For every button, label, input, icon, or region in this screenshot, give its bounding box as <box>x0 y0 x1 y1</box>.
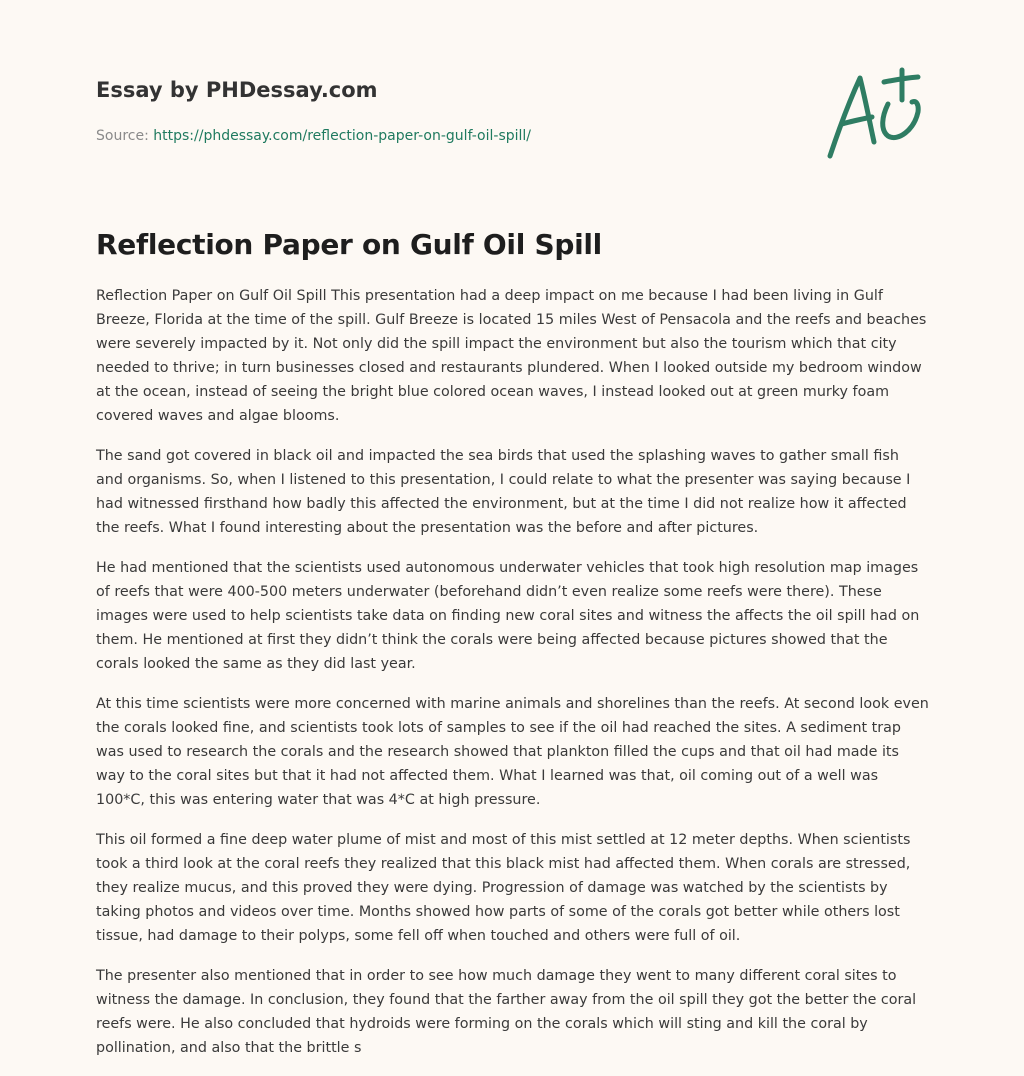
paragraph: At this time scientists were more concerned with marine animals and shorelines than the reefs. At second look even the corals looked fine, and scientists took lots of samples to see if the oil had reached the sites. A sediment trap was used to research the corals and the research showed that plankton filled the cups and that oil had made its way to the coral sites but that it had not affected them. What I learned was that, oil coming out of a well was 100*C, this was entering water that was 4*C at high pressure. <box>96 696 929 808</box>
page-title: Reflection Paper on Gulf Oil Spill <box>96 228 602 261</box>
paragraph: The presenter also mentioned that in order to see how much damage they went to many different coral sites to witness the damage. In conclusion, they found that the farther away from the oil spill they got the better the coral reefs were. He also concluded that hydroids were forming on the corals which will sting and kill the coral by pollination, and also that the brittle s <box>96 968 917 1056</box>
paragraph: Reflection Paper on Gulf Oil Spill This presentation had a deep impact on me because I had been living in Gulf Breeze, Florida at the time of the spill. Gulf Breeze is located 15 miles West of Pensacola and the reefs and beaches were severely impacted by it. Not only did the spill impact the environment but also the tourism which that city needed to thrive; in turn businesses closed and restaurants plundered. When I looked outside my bedroom window at the ocean, instead of seeing the bright blue colored ocean waves, I instead looked out at green murky foam covered waves and algae blooms. <box>96 288 927 424</box>
page-header <box>96 76 796 146</box>
site-brand: Essay by PHDessay.com <box>96 78 378 102</box>
a-plus-logo-icon <box>822 66 926 164</box>
source-link[interactable]: https://phdessay.com/reflection-paper-on-gulf-oil-spill/ <box>153 128 532 144</box>
source-label: Source: <box>96 128 154 144</box>
essay-body <box>96 284 930 1076</box>
source-line <box>96 126 796 146</box>
paragraph: The sand got covered in black oil and impacted the sea birds that used the splashing waves to gather small fish and organisms. So, when I listened to this presentation, I could relate to what the presenter was saying because I had witnessed firsthand how badly this affected the environment, but at the time I did not realize how it affected the reefs. What I found interesting about the presentation was the before and after pictures. <box>96 448 911 536</box>
paragraph: He had mentioned that the scientists used autonomous underwater vehicles that took high resolution map images of reefs that were 400-500 meters underwater (beforehand didn’t even realize some reefs were there). These images were used to help scientists take data on finding new coral sites and witness the affects the oil spill had on them. He mentioned at first they didn’t think the corals were being affected because pictures showed that the corals looked the same as they did last year. <box>96 560 920 672</box>
paragraph: This oil formed a fine deep water plume of mist and most of this mist settled at 12 meter depths. When scientists took a third look at the coral reefs they realized that this black mist had affected them. When corals are stressed, they realize mucus, and this proved they were dying. Progression of damage was watched by the scientists by taking photos and videos over time. Months showed how parts of some of the corals got better while others lost tissue, had damage to their polyps, some fell off when touched and others were full of oil. <box>96 832 911 944</box>
